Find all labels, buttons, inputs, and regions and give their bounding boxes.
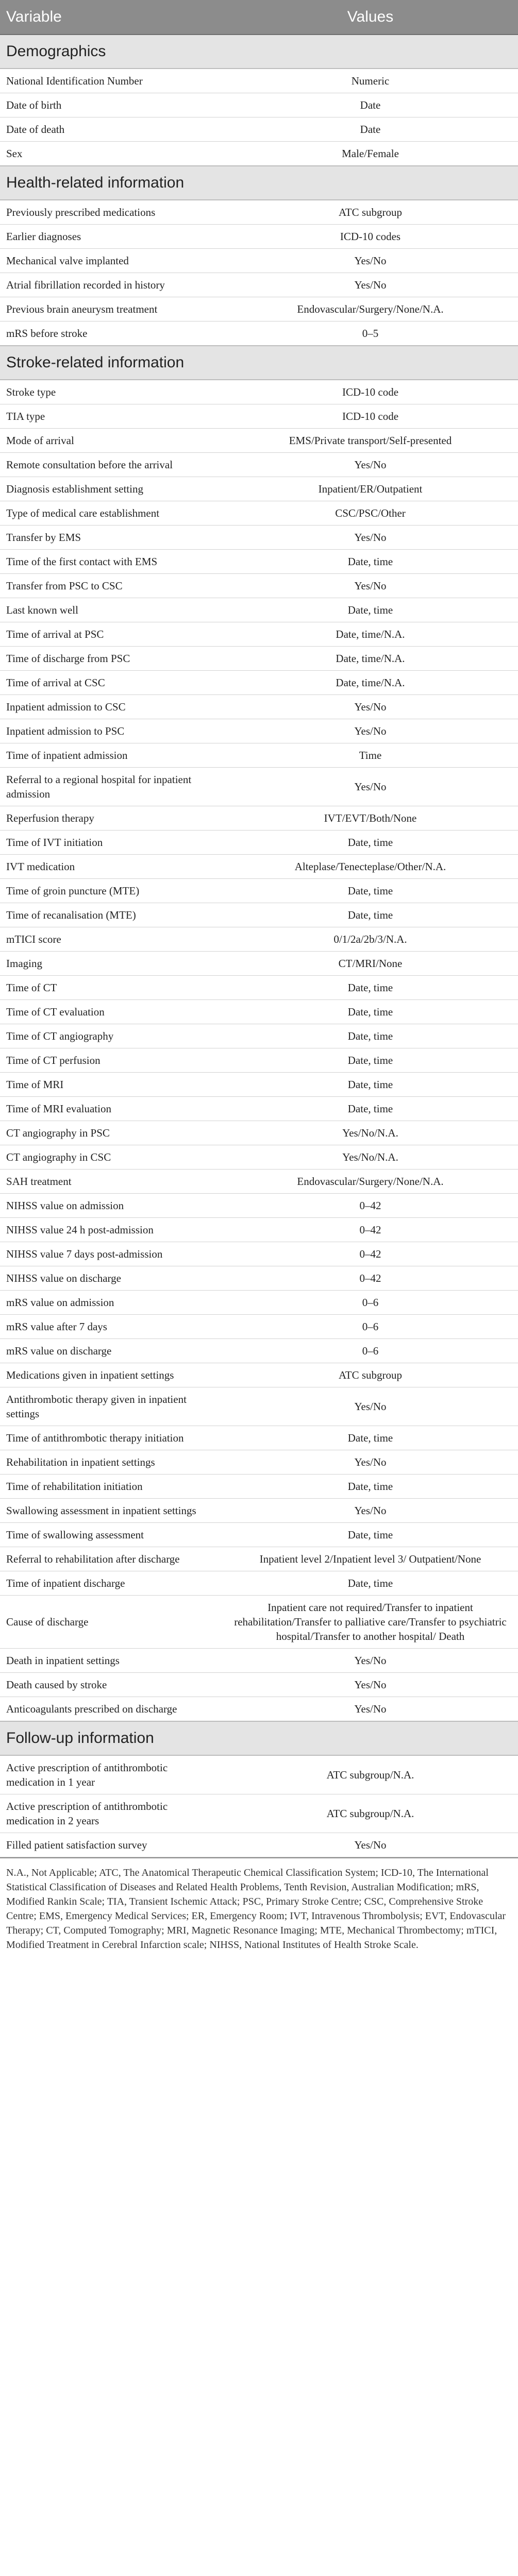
variable-cell: Time of inpatient admission — [0, 743, 223, 768]
table-row — [0, 93, 518, 117]
variable-cell: Date of death — [0, 117, 223, 142]
table-row — [0, 1833, 518, 1857]
table-row — [0, 429, 518, 453]
value-cell: ATC subgroup — [223, 1363, 518, 1387]
table-row — [0, 743, 518, 768]
table-row — [0, 1073, 518, 1097]
table-row — [0, 879, 518, 903]
header-values: Values — [223, 0, 518, 35]
variable-cell: Last known well — [0, 598, 223, 622]
value-cell: Yes/No — [223, 719, 518, 743]
value-cell: Date, time — [223, 1000, 518, 1024]
table-row — [0, 404, 518, 429]
table-row — [0, 1547, 518, 1571]
value-cell: Yes/No — [223, 1833, 518, 1857]
table-row — [0, 1266, 518, 1291]
table-row — [0, 976, 518, 1000]
value-cell: Yes/No — [223, 1697, 518, 1722]
value-cell: Time — [223, 743, 518, 768]
value-cell: Yes/No — [223, 574, 518, 598]
value-cell: Date, time — [223, 1048, 518, 1073]
variable-cell: Active prescription of antithrombotic medication in 1 year — [0, 1755, 223, 1794]
variable-cell: Rehabilitation in inpatient settings — [0, 1450, 223, 1475]
value-cell: Date, time — [223, 831, 518, 855]
variable-cell: Time of MRI — [0, 1073, 223, 1097]
table-row — [0, 1596, 518, 1649]
table-row — [0, 142, 518, 166]
value-cell: 0–42 — [223, 1266, 518, 1291]
value-cell: Yes/No — [223, 1387, 518, 1426]
variable-cell: Transfer from PSC to CSC — [0, 574, 223, 598]
value-cell: Yes/No — [223, 249, 518, 273]
variable-cell: Time of CT perfusion — [0, 1048, 223, 1073]
variable-cell: Time of arrival at PSC — [0, 622, 223, 647]
variable-cell: Reperfusion therapy — [0, 806, 223, 831]
value-cell: Endovascular/Surgery/None/N.A. — [223, 1170, 518, 1194]
table-row — [0, 1048, 518, 1073]
variable-cell: Time of recanalisation (MTE) — [0, 903, 223, 927]
value-cell: Yes/No — [223, 453, 518, 477]
value-cell: 0–42 — [223, 1218, 518, 1242]
value-cell: Inpatient/ER/Outpatient — [223, 477, 518, 501]
value-cell: 0–6 — [223, 1339, 518, 1363]
variable-cell: SAH treatment — [0, 1170, 223, 1194]
table-row — [0, 1697, 518, 1722]
table-row — [0, 855, 518, 879]
variable-cell: mTICI score — [0, 927, 223, 952]
section-header-row — [0, 346, 518, 380]
section-title: Health-related information — [0, 166, 518, 200]
table-body — [0, 35, 518, 1857]
section-header-row — [0, 166, 518, 200]
variable-cell: Stroke type — [0, 380, 223, 404]
table-row — [0, 952, 518, 976]
table-row — [0, 225, 518, 249]
table-row — [0, 1170, 518, 1194]
value-cell: IVT/EVT/Both/None — [223, 806, 518, 831]
value-cell: CSC/PSC/Other — [223, 501, 518, 526]
variable-cell: Time of MRI evaluation — [0, 1097, 223, 1121]
variable-cell: Time of discharge from PSC — [0, 647, 223, 671]
variable-cell: Mechanical valve implanted — [0, 249, 223, 273]
table-row — [0, 903, 518, 927]
value-cell: Yes/No — [223, 768, 518, 806]
variable-cell: NIHSS value on admission — [0, 1194, 223, 1218]
value-cell: Date, time — [223, 1475, 518, 1499]
table-row — [0, 1387, 518, 1426]
table-row — [0, 1450, 518, 1475]
table-row — [0, 831, 518, 855]
variable-cell: Diagnosis establishment setting — [0, 477, 223, 501]
value-cell: ATC subgroup/N.A. — [223, 1755, 518, 1794]
variable-cell: Time of rehabilitation initiation — [0, 1475, 223, 1499]
value-cell: Yes/No — [223, 1673, 518, 1697]
variable-cell: National Identification Number — [0, 69, 223, 93]
table-row — [0, 1121, 518, 1145]
value-cell: Inpatient level 2/Inpatient level 3/ Outpatient/None — [223, 1547, 518, 1571]
table-row — [0, 598, 518, 622]
table-row — [0, 622, 518, 647]
table-row — [0, 200, 518, 225]
table-row — [0, 1242, 518, 1266]
variable-cell: Referral to rehabilitation after discharge — [0, 1547, 223, 1571]
table-row — [0, 1363, 518, 1387]
variable-cell: Cause of discharge — [0, 1596, 223, 1649]
table-row — [0, 477, 518, 501]
table-row — [0, 1499, 518, 1523]
table-row — [0, 453, 518, 477]
variable-cell: NIHSS value 7 days post-admission — [0, 1242, 223, 1266]
value-cell: ATC subgroup — [223, 200, 518, 225]
value-cell: Numeric — [223, 69, 518, 93]
table-row — [0, 1794, 518, 1833]
variable-cell: Date of birth — [0, 93, 223, 117]
value-cell: Yes/No/N.A. — [223, 1145, 518, 1170]
table-row — [0, 526, 518, 550]
variable-cell: mRS value after 7 days — [0, 1315, 223, 1339]
variable-cell: Imaging — [0, 952, 223, 976]
variable-cell: Inpatient admission to PSC — [0, 719, 223, 743]
table-row — [0, 1145, 518, 1170]
variable-cell: Referral to a regional hospital for inpatient admission — [0, 768, 223, 806]
variable-cell: Time of groin puncture (MTE) — [0, 879, 223, 903]
value-cell: Date, time/N.A. — [223, 647, 518, 671]
value-cell: CT/MRI/None — [223, 952, 518, 976]
table-row — [0, 249, 518, 273]
value-cell: Yes/No — [223, 273, 518, 297]
value-cell: Date, time — [223, 879, 518, 903]
value-cell: Yes/No — [223, 695, 518, 719]
variable-cell: Time of CT — [0, 976, 223, 1000]
value-cell: 0/1/2a/2b/3/N.A. — [223, 927, 518, 952]
table-row — [0, 501, 518, 526]
variable-cell: Time of antithrombotic therapy initiation — [0, 1426, 223, 1450]
variable-cell: Antithrombotic therapy given in inpatient settings — [0, 1387, 223, 1426]
table-row — [0, 273, 518, 297]
table-row — [0, 719, 518, 743]
table-header-row — [0, 0, 518, 35]
value-cell: Date, time — [223, 1024, 518, 1048]
variable-cell: Anticoagulants prescribed on discharge — [0, 1697, 223, 1722]
table-row — [0, 695, 518, 719]
variable-cell: IVT medication — [0, 855, 223, 879]
table-row — [0, 1673, 518, 1697]
table-row — [0, 1194, 518, 1218]
section-header-row — [0, 1721, 518, 1755]
variable-cell: Previously prescribed medications — [0, 200, 223, 225]
variable-cell: Time of IVT initiation — [0, 831, 223, 855]
table-row — [0, 1475, 518, 1499]
variable-cell: Time of arrival at CSC — [0, 671, 223, 695]
variable-cell: Swallowing assessment in inpatient settings — [0, 1499, 223, 1523]
variable-cell: Mode of arrival — [0, 429, 223, 453]
variable-cell: TIA type — [0, 404, 223, 429]
variable-cell: Medications given in inpatient settings — [0, 1363, 223, 1387]
variable-cell: NIHSS value on discharge — [0, 1266, 223, 1291]
section-title: Follow-up information — [0, 1721, 518, 1755]
value-cell: 0–6 — [223, 1291, 518, 1315]
value-cell: ATC subgroup/N.A. — [223, 1794, 518, 1833]
variable-cell: mRS value on admission — [0, 1291, 223, 1315]
variable-cell: Type of medical care establishment — [0, 501, 223, 526]
section-header-row — [0, 35, 518, 69]
table-row — [0, 1000, 518, 1024]
table-row — [0, 550, 518, 574]
variable-cell: Transfer by EMS — [0, 526, 223, 550]
table-row — [0, 117, 518, 142]
table-row — [0, 1649, 518, 1673]
variable-cell: Sex — [0, 142, 223, 166]
table-footnote: N.A., Not Applicable; ATC, The Anatomical Therapeutic Chemical Classification System; ICD-10, The International Statistical Classification of Diseases and Related Health Problems, Tenth Revision, Australian Modification; mRS, Modified Rankin Scale; TIA, Transient Ischemic Attack; PSC, Primary Stroke Centre; CSC, Comprehensive Stroke Centre; EMS, Emergency Medical Services; ER, Emergency Room; IVT, Intravenous Thrombolysis; EVT, Endovascular Therapy; CT, Computed Tomography; MRI, Magnetic Resonance Imaging; MTE, Mechanical Thrombectomy; mTICI, Modified Treatment in Cerebral Infarction scale; NIHSS, National Institutes of Health Stroke Scale. — [0, 1857, 518, 1952]
variable-cell: NIHSS value 24 h post-admission — [0, 1218, 223, 1242]
value-cell: Date, time — [223, 1097, 518, 1121]
value-cell: Endovascular/Surgery/None/N.A. — [223, 297, 518, 321]
value-cell: Date, time — [223, 1571, 518, 1596]
variable-cell: Previous brain aneurysm treatment — [0, 297, 223, 321]
value-cell: Alteplase/Tenecteplase/Other/N.A. — [223, 855, 518, 879]
header-variable: Variable — [0, 0, 223, 35]
table-row — [0, 647, 518, 671]
value-cell: Date — [223, 117, 518, 142]
table-row — [0, 1755, 518, 1794]
table-row — [0, 806, 518, 831]
section-title: Stroke-related information — [0, 346, 518, 380]
variable-cell: mRS value on discharge — [0, 1339, 223, 1363]
table-row — [0, 321, 518, 346]
value-cell: Date, time/N.A. — [223, 671, 518, 695]
variable-cell: Time of the first contact with EMS — [0, 550, 223, 574]
variable-cell: Time of CT angiography — [0, 1024, 223, 1048]
variable-cell: Atrial fibrillation recorded in history — [0, 273, 223, 297]
variable-cell: Time of swallowing assessment — [0, 1523, 223, 1547]
table-row — [0, 1523, 518, 1547]
value-cell: Date, time — [223, 550, 518, 574]
table-row — [0, 380, 518, 404]
table-row — [0, 1315, 518, 1339]
value-cell: Yes/No — [223, 1649, 518, 1673]
variable-cell: Inpatient admission to CSC — [0, 695, 223, 719]
variable-cell: Time of inpatient discharge — [0, 1571, 223, 1596]
value-cell: Yes/No/N.A. — [223, 1121, 518, 1145]
value-cell: 0–42 — [223, 1242, 518, 1266]
value-cell: Date, time — [223, 903, 518, 927]
value-cell: ICD-10 code — [223, 404, 518, 429]
value-cell: ICD-10 code — [223, 380, 518, 404]
value-cell: EMS/Private transport/Self-presented — [223, 429, 518, 453]
table-row — [0, 1024, 518, 1048]
variable-cell: Death caused by stroke — [0, 1673, 223, 1697]
value-cell: 0–6 — [223, 1315, 518, 1339]
value-cell: 0–5 — [223, 321, 518, 346]
table-row — [0, 927, 518, 952]
table-row — [0, 574, 518, 598]
table-row — [0, 1097, 518, 1121]
variable-cell: Time of CT evaluation — [0, 1000, 223, 1024]
value-cell: Yes/No — [223, 1499, 518, 1523]
variable-cell: CT angiography in PSC — [0, 1121, 223, 1145]
table-row — [0, 1218, 518, 1242]
table-row — [0, 297, 518, 321]
value-cell: Yes/No — [223, 1450, 518, 1475]
table-row — [0, 671, 518, 695]
value-cell: Date, time — [223, 976, 518, 1000]
table-row — [0, 69, 518, 93]
variable-cell: Active prescription of antithrombotic medication in 2 years — [0, 1794, 223, 1833]
table-row — [0, 1571, 518, 1596]
table-row — [0, 1339, 518, 1363]
variable-cell: Filled patient satisfaction survey — [0, 1833, 223, 1857]
value-cell: ICD-10 codes — [223, 225, 518, 249]
value-cell: Inpatient care not required/Transfer to inpatient rehabilitation/Transfer to palliative care/Transfer to psychiatric hospital/Transfer to another hospital/ Death — [223, 1596, 518, 1649]
value-cell: Date, time/N.A. — [223, 622, 518, 647]
value-cell: Date, time — [223, 1523, 518, 1547]
variable-cell: Death in inpatient settings — [0, 1649, 223, 1673]
value-cell: Date, time — [223, 1426, 518, 1450]
value-cell: Date — [223, 93, 518, 117]
value-cell: Male/Female — [223, 142, 518, 166]
table-row — [0, 768, 518, 806]
value-cell: 0–42 — [223, 1194, 518, 1218]
variable-cell: mRS before stroke — [0, 321, 223, 346]
value-cell: Date, time — [223, 598, 518, 622]
variable-cell: Earlier diagnoses — [0, 225, 223, 249]
section-title: Demographics — [0, 35, 518, 69]
value-cell: Yes/No — [223, 526, 518, 550]
table-row — [0, 1291, 518, 1315]
variable-cell: Remote consultation before the arrival — [0, 453, 223, 477]
value-cell: Date, time — [223, 1073, 518, 1097]
variable-cell: CT angiography in CSC — [0, 1145, 223, 1170]
table-row — [0, 1426, 518, 1450]
